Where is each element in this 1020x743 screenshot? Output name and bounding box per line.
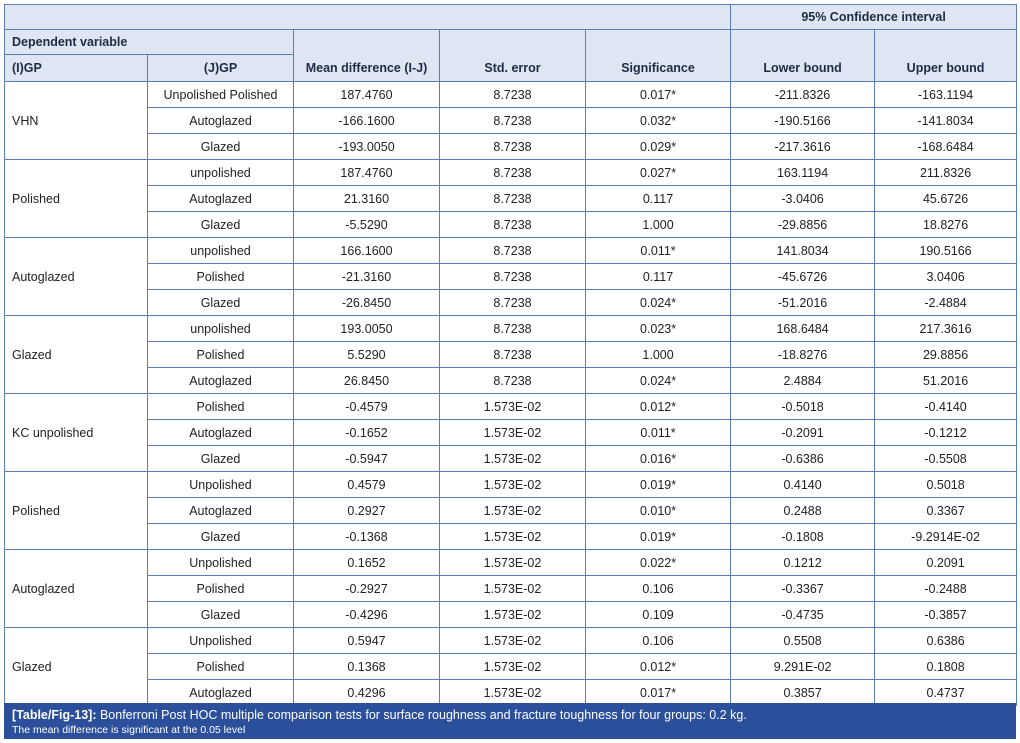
mean-diff-cell: -0.1368	[294, 524, 440, 550]
std-error-cell: 8.7238	[440, 82, 586, 108]
jgp-cell: Glazed	[148, 290, 294, 316]
upper-bound-cell: 29.8856	[875, 342, 1017, 368]
mean-diff-cell: -193.0050	[294, 134, 440, 160]
significance-cell: 0.024*	[586, 290, 731, 316]
jgp-cell: unpolished	[148, 316, 294, 342]
std-error-cell: 1.573E-02	[440, 498, 586, 524]
significance-cell: 0.017*	[586, 680, 731, 706]
significance-cell: 0.019*	[586, 472, 731, 498]
significance-cell: 0.012*	[586, 394, 731, 420]
upper-bound-cell: -141.8034	[875, 108, 1017, 134]
lower-bound-cell: 0.4140	[731, 472, 875, 498]
table-row	[5, 290, 1017, 316]
std-error-cell: 1.573E-02	[440, 680, 586, 706]
table-row	[5, 628, 1017, 654]
significance-cell: 0.024*	[586, 368, 731, 394]
jgp-cell: Glazed	[148, 446, 294, 472]
significance-header: Significance	[586, 30, 731, 82]
igp-cell: Glazed	[5, 316, 148, 394]
jgp-cell: Autoglazed	[148, 186, 294, 212]
significance-cell: 0.017*	[586, 82, 731, 108]
upper-bound-cell: -9.2914E-02	[875, 524, 1017, 550]
significance-cell: 0.032*	[586, 108, 731, 134]
std-error-cell: 1.573E-02	[440, 394, 586, 420]
upper-bound-cell: 0.3367	[875, 498, 1017, 524]
significance-cell: 0.106	[586, 576, 731, 602]
significance-cell: 0.019*	[586, 524, 731, 550]
lower-bound-cell: 163.1194	[731, 160, 875, 186]
mean-diff-cell: 0.5947	[294, 628, 440, 654]
jgp-cell: Glazed	[148, 212, 294, 238]
lower-bound-cell: 0.1212	[731, 550, 875, 576]
igp-cell: Autoglazed	[5, 550, 148, 628]
upper-bound-cell: 217.3616	[875, 316, 1017, 342]
upper-bound-cell: 18.8276	[875, 212, 1017, 238]
table-row	[5, 550, 1017, 576]
jgp-cell: Autoglazed	[148, 680, 294, 706]
std-error-cell: 8.7238	[440, 290, 586, 316]
mean-diff-cell: -0.5947	[294, 446, 440, 472]
upper-bound-cell: 45.6726	[875, 186, 1017, 212]
mean-diff-cell: 187.4760	[294, 82, 440, 108]
jgp-cell: unpolished	[148, 160, 294, 186]
mean-diff-cell: 0.1368	[294, 654, 440, 680]
dependent-variable-header: Dependent variable	[5, 30, 294, 55]
bonferroni-table	[4, 4, 1017, 706]
upper-bound-cell: 0.5018	[875, 472, 1017, 498]
mean-diff-cell: 5.5290	[294, 342, 440, 368]
table-row	[5, 498, 1017, 524]
significance-cell: 0.109	[586, 602, 731, 628]
table-row	[5, 524, 1017, 550]
table-row	[5, 82, 1017, 108]
table-row	[5, 602, 1017, 628]
jgp-cell: Polished	[148, 264, 294, 290]
upper-bound-cell: -163.1194	[875, 82, 1017, 108]
lower-bound-cell: 9.291E-02	[731, 654, 875, 680]
table-row	[5, 654, 1017, 680]
jgp-cell: Autoglazed	[148, 368, 294, 394]
caption-text: Bonferroni Post HOC multiple comparison tests for surface roughness and fracture toughness for four groups: 0.2 kg.	[96, 708, 747, 722]
lower-bound-cell: 0.5508	[731, 628, 875, 654]
std-error-cell: 1.573E-02	[440, 472, 586, 498]
significance-cell: 0.027*	[586, 160, 731, 186]
jgp-cell: Polished	[148, 576, 294, 602]
jgp-cell: Unpolished	[148, 472, 294, 498]
mean-diff-cell: -0.4296	[294, 602, 440, 628]
std-error-cell: 8.7238	[440, 316, 586, 342]
std-error-cell: 1.573E-02	[440, 602, 586, 628]
lower-bound-cell: -0.4735	[731, 602, 875, 628]
table-row	[5, 420, 1017, 446]
jgp-cell: Unpolished	[148, 628, 294, 654]
lower-bound-cell: -45.6726	[731, 264, 875, 290]
lower-bound-cell: -0.1808	[731, 524, 875, 550]
table-row	[5, 134, 1017, 160]
table-row	[5, 316, 1017, 342]
jgp-cell: Glazed	[148, 134, 294, 160]
lower-bound-cell: -190.5166	[731, 108, 875, 134]
lower-bound-cell: 0.3857	[731, 680, 875, 706]
ci-header: 95% Confidence interval	[731, 5, 1017, 30]
std-error-cell: 1.573E-02	[440, 446, 586, 472]
upper-bound-cell: 0.4737	[875, 680, 1017, 706]
table-row	[5, 680, 1017, 706]
lower-bound-cell: -0.3367	[731, 576, 875, 602]
mean-diff-cell: 0.1652	[294, 550, 440, 576]
lower-bound-cell: -3.0406	[731, 186, 875, 212]
jgp-cell: unpolished	[148, 238, 294, 264]
mean-diff-cell: -26.8450	[294, 290, 440, 316]
jgp-cell: Polished	[148, 342, 294, 368]
mean-diff-cell: 193.0050	[294, 316, 440, 342]
jgp-header: (J)GP	[148, 55, 294, 82]
std-error-cell: 1.573E-02	[440, 576, 586, 602]
lower-bound-header: Lower bound	[731, 30, 875, 82]
igp-cell: Polished	[5, 472, 148, 550]
jgp-cell: Glazed	[148, 602, 294, 628]
std-error-cell: 8.7238	[440, 212, 586, 238]
significance-cell: 0.011*	[586, 420, 731, 446]
std-error-header: Std. error	[440, 30, 586, 82]
table-row	[5, 264, 1017, 290]
upper-bound-cell: -0.2488	[875, 576, 1017, 602]
igp-header: (I)GP	[5, 55, 148, 82]
igp-cell: VHN	[5, 82, 148, 160]
upper-bound-cell: 0.6386	[875, 628, 1017, 654]
significance-cell: 0.012*	[586, 654, 731, 680]
std-error-cell: 1.573E-02	[440, 654, 586, 680]
table-row	[5, 472, 1017, 498]
upper-bound-cell: -168.6484	[875, 134, 1017, 160]
upper-bound-header: Upper bound	[875, 30, 1017, 82]
mean-diff-cell: -0.2927	[294, 576, 440, 602]
table-body	[5, 82, 1017, 706]
header-blank	[5, 5, 731, 30]
mean-diff-cell: 26.8450	[294, 368, 440, 394]
std-error-cell: 8.7238	[440, 160, 586, 186]
mean-diff-header: Mean difference (I-J)	[294, 30, 440, 82]
table-row	[5, 342, 1017, 368]
table-row	[5, 368, 1017, 394]
caption-note: The mean difference is significant at the 0.05 level	[12, 724, 246, 736]
lower-bound-cell: 0.2488	[731, 498, 875, 524]
upper-bound-cell: 211.8326	[875, 160, 1017, 186]
significance-cell: 0.106	[586, 628, 731, 654]
table-row	[5, 238, 1017, 264]
jgp-cell: Glazed	[148, 524, 294, 550]
std-error-cell: 8.7238	[440, 186, 586, 212]
table-row	[5, 576, 1017, 602]
jgp-cell: Autoglazed	[148, 108, 294, 134]
mean-diff-cell: -0.4579	[294, 394, 440, 420]
std-error-cell: 8.7238	[440, 342, 586, 368]
mean-diff-cell: 187.4760	[294, 160, 440, 186]
lower-bound-cell: -51.2016	[731, 290, 875, 316]
mean-diff-cell: -0.1652	[294, 420, 440, 446]
significance-cell: 0.011*	[586, 238, 731, 264]
lower-bound-cell: 2.4884	[731, 368, 875, 394]
jgp-cell: Polished	[148, 394, 294, 420]
lower-bound-cell: 141.8034	[731, 238, 875, 264]
std-error-cell: 8.7238	[440, 134, 586, 160]
lower-bound-cell: -211.8326	[731, 82, 875, 108]
lower-bound-cell: -0.6386	[731, 446, 875, 472]
jgp-cell: Unpolished	[148, 550, 294, 576]
std-error-cell: 1.573E-02	[440, 628, 586, 654]
upper-bound-cell: -2.4884	[875, 290, 1017, 316]
significance-cell: 0.022*	[586, 550, 731, 576]
std-error-cell: 1.573E-02	[440, 524, 586, 550]
caption-label: [Table/Fig-13]:	[12, 708, 97, 722]
table-container	[4, 4, 1016, 706]
mean-diff-cell: -21.3160	[294, 264, 440, 290]
significance-cell: 0.117	[586, 264, 731, 290]
table-row	[5, 160, 1017, 186]
upper-bound-cell: 3.0406	[875, 264, 1017, 290]
significance-cell: 0.016*	[586, 446, 731, 472]
std-error-cell: 8.7238	[440, 108, 586, 134]
lower-bound-cell: -217.3616	[731, 134, 875, 160]
upper-bound-cell: 0.1808	[875, 654, 1017, 680]
lower-bound-cell: -18.8276	[731, 342, 875, 368]
std-error-cell: 1.573E-02	[440, 550, 586, 576]
significance-cell: 0.023*	[586, 316, 731, 342]
upper-bound-cell: -0.1212	[875, 420, 1017, 446]
std-error-cell: 1.573E-02	[440, 420, 586, 446]
upper-bound-cell: 51.2016	[875, 368, 1017, 394]
mean-diff-cell: 0.4579	[294, 472, 440, 498]
significance-cell: 0.010*	[586, 498, 731, 524]
mean-diff-cell: -5.5290	[294, 212, 440, 238]
mean-diff-cell: 21.3160	[294, 186, 440, 212]
igp-cell: Polished	[5, 160, 148, 238]
mean-diff-cell: 0.4296	[294, 680, 440, 706]
table-row	[5, 394, 1017, 420]
lower-bound-cell: 168.6484	[731, 316, 875, 342]
upper-bound-cell: 0.2091	[875, 550, 1017, 576]
table-row	[5, 186, 1017, 212]
igp-cell: Autoglazed	[5, 238, 148, 316]
upper-bound-cell: -0.4140	[875, 394, 1017, 420]
mean-diff-cell: 166.1600	[294, 238, 440, 264]
jgp-cell: Autoglazed	[148, 498, 294, 524]
jgp-cell: Unpolished Polished	[148, 82, 294, 108]
table-row	[5, 212, 1017, 238]
std-error-cell: 8.7238	[440, 368, 586, 394]
mean-diff-cell: -166.1600	[294, 108, 440, 134]
lower-bound-cell: -0.5018	[731, 394, 875, 420]
upper-bound-cell: -0.5508	[875, 446, 1017, 472]
figure-caption	[4, 703, 1016, 739]
table-row	[5, 108, 1017, 134]
significance-cell: 0.029*	[586, 134, 731, 160]
igp-cell: KC unpolished	[5, 394, 148, 472]
upper-bound-cell: -0.3857	[875, 602, 1017, 628]
significance-cell: 0.117	[586, 186, 731, 212]
upper-bound-cell: 190.5166	[875, 238, 1017, 264]
mean-diff-cell: 0.2927	[294, 498, 440, 524]
std-error-cell: 8.7238	[440, 264, 586, 290]
lower-bound-cell: -29.8856	[731, 212, 875, 238]
jgp-cell: Autoglazed	[148, 420, 294, 446]
lower-bound-cell: -0.2091	[731, 420, 875, 446]
significance-cell: 1.000	[586, 212, 731, 238]
jgp-cell: Polished	[148, 654, 294, 680]
significance-cell: 1.000	[586, 342, 731, 368]
igp-cell: Glazed	[5, 628, 148, 706]
table-row	[5, 446, 1017, 472]
std-error-cell: 8.7238	[440, 238, 586, 264]
